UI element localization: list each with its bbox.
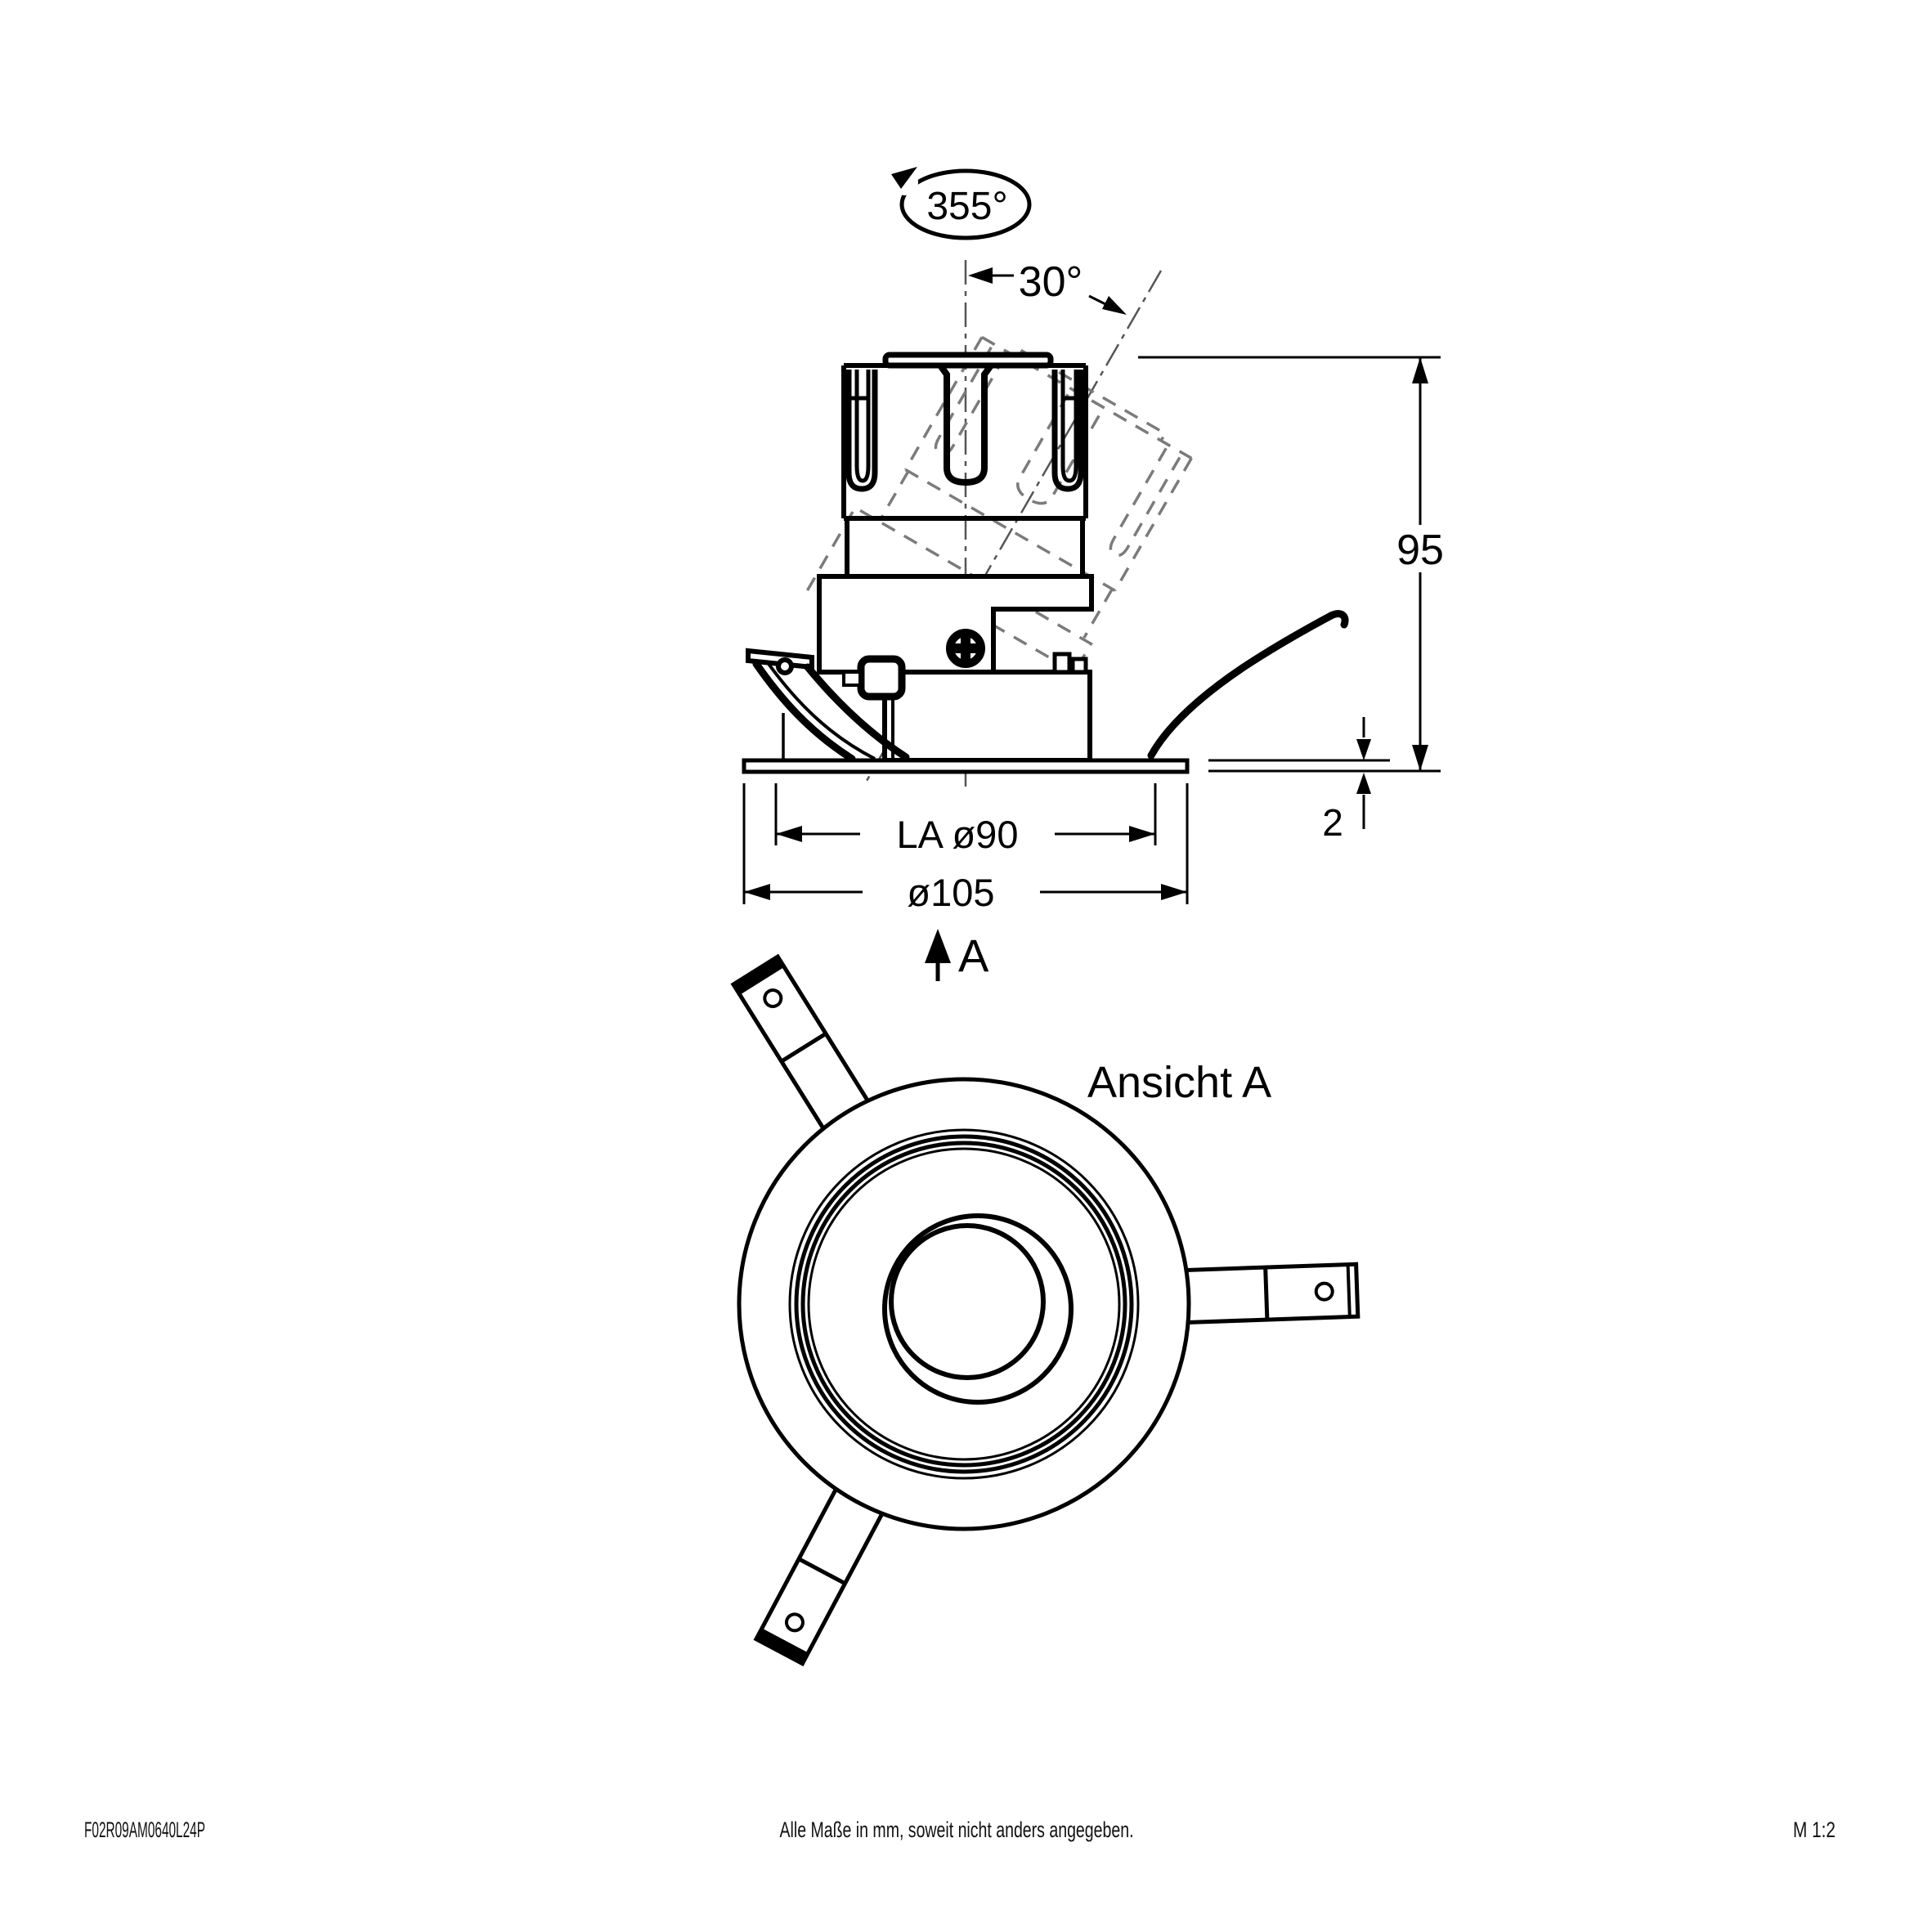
trim-ring-outer <box>739 1079 1189 1529</box>
footer-product-code: F02R09AM0640L24P <box>84 1818 205 1842</box>
phillips-screw-icon <box>950 633 981 664</box>
flange-2-label: 2 <box>1322 801 1343 844</box>
rotation-annotation <box>891 167 1029 238</box>
arm-hole-icon <box>1316 1283 1333 1300</box>
tilt-30-label: 30° <box>1018 258 1083 306</box>
terminal-clip <box>1055 654 1069 672</box>
footer-scale: M 1:2 <box>1793 1818 1836 1842</box>
dim-cutout-90 <box>776 783 1155 856</box>
side-view <box>744 355 1345 772</box>
spring-clip-block <box>861 659 902 697</box>
view-direction-marker <box>925 929 989 981</box>
height-95-label: 95 <box>1396 527 1444 574</box>
tilt-arrow-left-icon <box>968 267 993 284</box>
dim-height-95 <box>1138 357 1444 771</box>
tilt-arrow-right-icon <box>1102 296 1127 315</box>
mounting-arm-right <box>1181 1264 1358 1322</box>
cutout-la90-label: LA ø90 <box>896 813 1019 856</box>
dim-flange-2 <box>1208 717 1441 844</box>
bottom-view <box>731 954 1358 1665</box>
view-a-label: A <box>958 930 989 981</box>
lower-housing <box>885 672 1090 760</box>
dim-arrow-down-icon <box>1412 745 1428 771</box>
mounting-arm-lower-left <box>754 1483 886 1666</box>
footer <box>84 1818 1836 1842</box>
dim-arrow-up-icon <box>1412 357 1428 383</box>
diameter-105-label: ø105 <box>907 871 995 914</box>
tilt-annotation <box>968 258 1127 315</box>
bottom-view-title: Ansicht A <box>1087 1058 1272 1107</box>
right-wire-spring <box>1151 614 1345 755</box>
terminal-clip-small <box>1073 659 1086 672</box>
footer-note: Alle Maße in mm, soweit nicht anders angegeben. <box>779 1818 1134 1842</box>
view-a-arrow-icon <box>925 929 951 963</box>
ceiling-flange <box>744 760 1187 772</box>
rotation-355-label: 355° <box>926 185 1008 228</box>
